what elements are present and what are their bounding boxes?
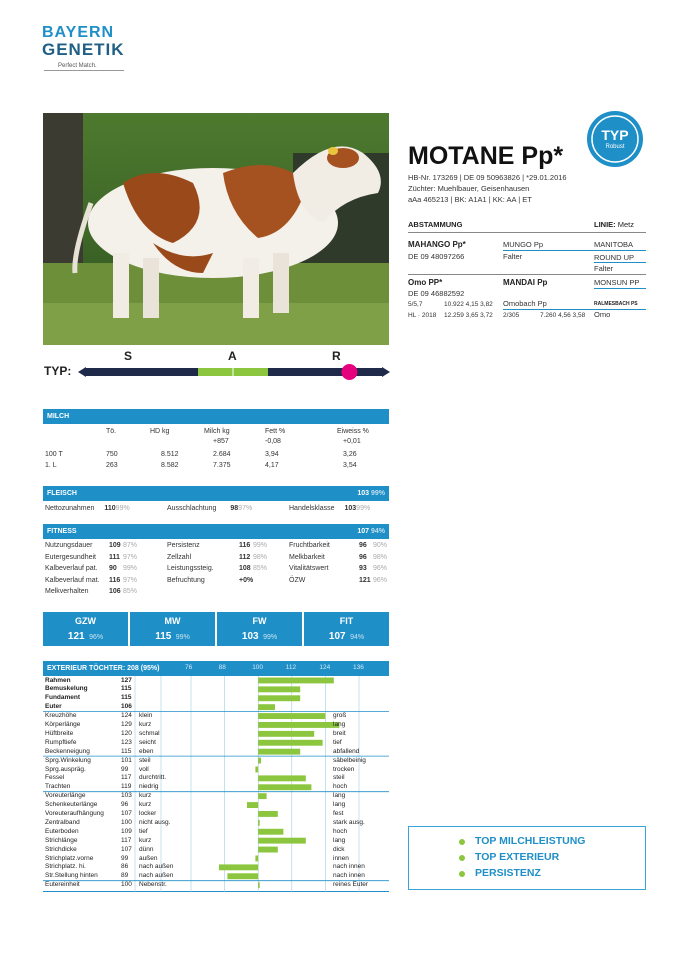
exterieur-trait-value: 117: [121, 774, 132, 782]
sire-id: DE 09 48097266: [408, 252, 465, 261]
summary-fw: FW 103 99%: [217, 612, 302, 646]
milch-cell: 750: [106, 451, 118, 458]
highlights-box: [408, 826, 646, 890]
fitness-label: Fruchtbarkeit: [289, 542, 330, 549]
exterieur-trait-label: Kreuzhöhe: [45, 712, 77, 720]
exterieur-left-pole: schmal: [139, 729, 160, 737]
fitness-item: [45, 576, 138, 584]
exterieur-bar: [258, 820, 260, 826]
exterieur-trait-label: Schenkeuterlänge: [45, 801, 98, 809]
fitness-value: 116: [109, 576, 121, 584]
typ-scale-bar: [78, 363, 390, 381]
dam-lact1: 5/5,7: [408, 301, 423, 308]
summary-mw: MW 115 99%: [130, 612, 215, 646]
typ-robust-badge: [586, 110, 644, 168]
exterieur-right-pole: fest: [333, 810, 344, 817]
exterieur-trait-value: 109: [121, 827, 132, 835]
exterieur-trait-value: 103: [121, 792, 132, 800]
fitness-label: Kalbeverlauf pat.: [45, 565, 98, 572]
milch-cell: 8.582: [161, 462, 179, 469]
exterieur-left-pole: außen: [139, 854, 158, 862]
fitness-label: Nutzungsdauer: [45, 542, 93, 549]
milch-cell: 1. L: [45, 462, 57, 469]
milch-cell: 3,94: [265, 451, 279, 458]
fleisch-header: FLEISCH 103 99%: [43, 486, 389, 501]
fitness-value: 90: [109, 565, 117, 572]
dam-name: Omo PP*: [408, 278, 443, 287]
exterieur-right-pole: nach innen: [333, 863, 365, 871]
exterieur-bar: [258, 713, 325, 719]
dam-dam-lact: 2/305: [503, 312, 520, 319]
bull-id-line: HB-Nr. 173269 | DE 09 50963826 | *29.01.2016: [408, 173, 567, 182]
milch-cell: 7.375: [213, 462, 231, 469]
typ-a: A: [228, 349, 237, 363]
logo-tagline: Perfect Match.: [58, 63, 97, 69]
fitness-pct: 96%: [373, 565, 388, 572]
fitness-label: Eutergesundheit: [45, 553, 96, 561]
fitness-value: 96: [359, 542, 367, 549]
exterieur-bar: [258, 829, 283, 835]
typ-marker: [341, 364, 357, 380]
typ-s: S: [124, 349, 133, 363]
exterieur-trait-value: 120: [121, 729, 132, 737]
exterieur-trait-label: Strichlänge: [45, 836, 78, 844]
exterieur-right-pole: lang: [333, 836, 346, 844]
fitness-label: Befruchtung: [167, 576, 205, 584]
badge-typ: TYP: [601, 127, 629, 143]
fitness-item: [45, 553, 138, 561]
exterieur-trait-label: Hüftbreite: [45, 729, 74, 737]
exterieur-right-pole: hoch: [333, 827, 348, 835]
pedigree-rule: [408, 232, 646, 233]
exterieur-bar: [258, 695, 300, 701]
bull-genetics-line: aAa 465213 | BK: A1A1 | KK: AA | ET: [408, 195, 532, 204]
exterieur-left-pole: Nebenstr.: [139, 881, 167, 889]
exterieur-trait-label: Strichdicke: [45, 845, 77, 853]
exterieur-body: [43, 676, 389, 892]
scale-tick-label: 100: [252, 664, 264, 671]
scale-tick-label: 112: [285, 664, 297, 671]
exterieur-left-pole: locker: [139, 810, 157, 817]
exterieur-left-pole: kurz: [139, 836, 152, 844]
fleisch-item: Nettozunahmen 11099%: [45, 505, 130, 512]
exterieur-right-pole: lang: [333, 721, 346, 728]
milch-col: Milch kg: [204, 428, 230, 435]
pedigree-linie: LINIE: Metz: [594, 220, 635, 229]
bullet-dot: [459, 855, 465, 861]
fleisch-item: Handelsklasse 10399%: [289, 505, 371, 512]
dam-id: DE 09 46882592: [408, 289, 465, 298]
milch-cell: 2.684: [213, 451, 231, 458]
fitness-item: [45, 542, 138, 549]
exterieur-bar: [258, 882, 260, 888]
dam-lact1-values: 10.922 4,15 3,82: [444, 301, 493, 308]
fitness-value: 111: [109, 553, 120, 561]
exterieur-bar: [219, 864, 258, 870]
exterieur-bar: [258, 686, 300, 692]
exterieur-trait-label: Eutereinheit: [45, 881, 80, 889]
fitness-label: Kalbeverlauf mat.: [45, 576, 100, 584]
milch-sub: +0,01: [343, 438, 361, 445]
fitness-pct: 97%: [123, 576, 138, 584]
dam-dam-sire: RALMESBACH PS: [594, 301, 638, 307]
exterieur-bar: [258, 704, 275, 710]
exterieur-bar: [255, 767, 258, 773]
fitness-label: Persistenz: [167, 542, 200, 549]
exterieur-left-pole: voll: [139, 765, 149, 773]
exterieur-trait-value: 129: [121, 721, 132, 728]
sire-name: MAHANGO Pp*: [408, 240, 466, 249]
exterieur-trait-value: 96: [121, 801, 129, 809]
fitness-item: [167, 542, 268, 549]
exterieur-bar: [258, 749, 300, 755]
milch-header: MILCH: [43, 409, 389, 424]
exterieur-bar: [255, 856, 258, 862]
sire-dam-sire: ROUND UP: [594, 253, 635, 262]
exterieur-trait-value: 115: [121, 694, 132, 702]
dam-dam-lact-values: 7.260 4,56 3,58: [540, 312, 586, 319]
bull-photo: [43, 113, 389, 345]
milch-sub: -0,08: [265, 438, 281, 445]
fitness-item: [167, 553, 268, 561]
exterieur-right-pole: trocken: [333, 765, 355, 773]
milch-sub: +857: [213, 438, 229, 445]
pedigree-header: ABSTAMMUNG: [408, 220, 463, 229]
exterieur-trait-value: 99: [121, 854, 129, 862]
exterieur-left-pole: nach außen: [139, 872, 174, 880]
exterieur-bar: [258, 847, 278, 853]
exterieur-trait-value: 124: [121, 712, 132, 720]
logo-genetik: GENETIK: [42, 40, 125, 59]
fitness-pct: 96%: [373, 576, 388, 584]
exterieur-trait-label: Euterboden: [45, 827, 79, 835]
exterieur-right-pole: dick: [333, 845, 345, 853]
exterieur-trait-value: 106: [121, 703, 132, 711]
fitness-pct: 97%: [123, 553, 138, 561]
exterieur-left-pole: nicht ausg.: [139, 818, 171, 826]
fitness-label: Melkverhalten: [45, 588, 89, 595]
fitness-pct: 85%: [253, 565, 268, 572]
milch-col: Tö.: [106, 428, 117, 435]
exterieur-trait-label: Körperlänge: [45, 721, 81, 728]
dam-lact2-values: 12.259 3,65 3,72: [444, 312, 493, 319]
milch-cell: 3,54: [343, 462, 357, 469]
exterieur-left-pole: nach außen: [139, 863, 174, 871]
fitness-value: 108: [239, 565, 251, 572]
exterieur-right-pole: hoch: [333, 783, 348, 791]
fitness-value: 112: [239, 553, 251, 561]
fitness-pct: 99%: [123, 565, 138, 572]
exterieur-trait-label: Beckenneigung: [45, 747, 90, 755]
exterieur-trait-label: Rumpftiefe: [45, 738, 77, 746]
fitness-label: Leistungssteig.: [167, 565, 214, 572]
fitness-value: 96: [359, 553, 367, 561]
bullet-dot: [459, 839, 465, 845]
bullet-dot: [459, 871, 465, 877]
exterieur-trait-value: 107: [121, 810, 132, 817]
exterieur-bar: [258, 740, 322, 746]
exterieur-trait-value: 117: [121, 836, 132, 844]
exterieur-left-pole: klein: [139, 712, 153, 720]
exterieur-bar: [227, 873, 258, 879]
exterieur-bar: [247, 802, 258, 808]
fitness-value: 106: [109, 588, 121, 595]
fitness-item: [167, 565, 268, 572]
exterieur-trait-label: Bemuskelung: [45, 685, 88, 693]
milch-cell: 263: [106, 462, 118, 469]
exterieur-trait-label: Strichplatz. hi.: [45, 863, 86, 871]
fitness-value: 116: [239, 542, 251, 549]
exterieur-right-pole: steil: [333, 774, 345, 782]
fitness-pct: 98%: [373, 553, 388, 561]
exterieur-right-pole: lang: [333, 801, 346, 809]
logo-bayern: BAYERN: [42, 24, 115, 41]
fitness-pct: 90%: [373, 542, 388, 549]
exterieur-trait-value: 127: [121, 676, 132, 684]
scale-tick-label: 136: [353, 664, 364, 671]
exterieur-left-pole: kurz: [139, 721, 152, 728]
logo-divider: [44, 70, 124, 71]
exterieur-bar: [258, 838, 306, 844]
scale-tick-label: 124: [319, 664, 331, 671]
fitness-value: 109: [109, 542, 121, 549]
milch-cell: 100 T: [45, 451, 63, 458]
fitness-label: Vitalitätswert: [289, 565, 329, 572]
pedigree-rule: [594, 288, 646, 289]
exterieur-trait-label: Sprg.auspräg.: [45, 765, 86, 773]
highlight-item: TOP EXTERIEUR: [475, 851, 560, 863]
exterieur-trait-label: Voreuteraufhängung: [45, 810, 104, 817]
exterieur-right-pole: groß: [333, 712, 347, 720]
exterieur-right-pole: innen: [333, 854, 349, 862]
exterieur-right-pole: stark ausg.: [333, 818, 365, 826]
fitness-value: +0%: [239, 576, 254, 584]
exterieur-trait-value: 89: [121, 872, 129, 880]
sire-sire: MUNGO Pp: [503, 240, 544, 249]
exterieur-bar: [258, 731, 314, 737]
pedigree-rule: [594, 262, 646, 263]
summary-gzw: GZW 121 96%: [43, 612, 128, 646]
exterieur-bar: [258, 758, 261, 764]
bull-breeder-line: Züchter: Muehlbauer, Geisenhausen: [408, 184, 530, 193]
summary-fit: FIT 107 94%: [304, 612, 389, 646]
exterieur-left-pole: eben: [139, 747, 154, 755]
scale-tick-label: 76: [185, 664, 193, 671]
exterieur-bar: [258, 678, 334, 684]
dam-dam-dam: Omo: [594, 310, 611, 319]
exterieur-trait-value: 100: [121, 818, 132, 826]
sire-dam-dam: Falter: [594, 264, 614, 273]
summary-bar: [43, 612, 389, 646]
milch-col: HD kg: [150, 428, 170, 435]
exterieur-trait-label: Zentralband: [45, 818, 80, 826]
exterieur-right-pole: nach innen: [333, 872, 365, 880]
exterieur-left-pole: tief: [139, 827, 148, 835]
exterieur-right-pole: abfallend: [333, 747, 360, 755]
fitness-item: [289, 565, 388, 572]
fleisch-item: Ausschlachtung 9897%: [167, 505, 253, 512]
exterieur-trait-value: 115: [121, 685, 132, 693]
fitness-label: Zellzahl: [167, 553, 192, 561]
exterieur-right-pole: tief: [333, 738, 342, 746]
fitness-value: 121: [359, 576, 371, 584]
exterieur-left-pole: kurz: [139, 792, 152, 800]
exterieur-right-pole: breit: [333, 729, 346, 737]
exterieur-left-pole: durchtritt.: [139, 774, 167, 782]
fitness-pct: 98%: [253, 553, 268, 561]
highlight-item: TOP MILCHLEISTUNG: [475, 835, 586, 847]
fitness-value: 93: [359, 565, 367, 572]
exterieur-trait-value: 86: [121, 863, 129, 871]
fitness-label: ÖZW: [289, 576, 306, 584]
exterieur-trait-value: 107: [121, 845, 132, 853]
bull-name: MOTANE Pp*: [408, 142, 564, 170]
exterieur-trait-value: 100: [121, 881, 132, 889]
exterieur-trait-label: Sprg.Winkelung: [45, 756, 91, 764]
typ-r: R: [332, 349, 341, 363]
milch-col: Fett %: [265, 428, 286, 435]
exterieur-trait-label: Fundament: [45, 694, 81, 702]
fitness-item: [167, 576, 254, 584]
fitness-item: [289, 576, 388, 584]
exterieur-trait-label: Fessel: [45, 774, 65, 782]
exterieur-right-pole: reines Euter: [333, 881, 369, 889]
exterieur-trait-value: 123: [121, 738, 132, 746]
fitness-header: FITNESS 107 94%: [43, 524, 389, 539]
milch-table: [43, 424, 389, 480]
milch-col: Eiweiss %: [337, 428, 369, 435]
badge-robust: Robust: [605, 144, 625, 150]
exterieur-left-pole: dünn: [139, 845, 154, 853]
exterieur-trait-label: Trachten: [45, 783, 71, 791]
exterieur-trait-value: 115: [121, 747, 132, 755]
exterieur-trait-value: 119: [121, 783, 132, 791]
milch-cell: 4,17: [265, 462, 279, 469]
exterieur-trait-value: 101: [121, 756, 132, 764]
fitness-label: Melkbarkeit: [289, 553, 325, 561]
exterieur-trait-label: Voreuterlänge: [45, 792, 86, 800]
fitness-pct: 87%: [123, 542, 138, 549]
exterieur-trait-label: Rahmen: [45, 676, 71, 684]
milch-cell: 3,26: [343, 451, 357, 458]
exterieur-scale: [43, 661, 389, 676]
fitness-item: [45, 565, 138, 572]
exterieur-trait-label: Str.Stellung hinten: [45, 872, 98, 880]
exterieur-left-pole: seicht: [139, 738, 156, 746]
pedigree-rule: [503, 250, 646, 251]
exterieur-trait-label: Euter: [45, 703, 62, 711]
exterieur-right-pole: säbelbeinig: [333, 756, 366, 764]
pedigree-rule: [503, 309, 646, 310]
dam-dam: Omobach Pp: [503, 299, 547, 308]
dam-sire-sire: MONSUN PP: [594, 278, 640, 287]
fitness-grid: [43, 540, 389, 602]
sire-sire-sire: MANITOBA: [594, 240, 634, 249]
exterieur-left-pole: niedrig: [139, 783, 159, 791]
fitness-item: [289, 553, 388, 561]
exterieur-bar: [258, 811, 278, 817]
exterieur-bar: [258, 722, 339, 728]
exterieur-bar: [258, 775, 306, 781]
dam-sire: MANDAI Pp: [503, 278, 548, 287]
exterieur-header: EXTERIEUR TÖCHTER: 208 (95%): [43, 661, 389, 676]
exterieur-left-pole: steil: [139, 756, 151, 764]
fitness-pct: 99%: [253, 542, 268, 549]
exterieur-trait-label: Strichplatz.vorne: [45, 854, 94, 862]
exterieur-bar: [258, 784, 311, 790]
scale-tick-label: 88: [218, 664, 226, 671]
fitness-pct: 85%: [123, 588, 138, 595]
exterieur-bar: [258, 793, 266, 799]
fitness-item: [45, 588, 138, 595]
exterieur-trait-value: 99: [121, 765, 129, 773]
sire-dam: Falter: [503, 252, 523, 261]
fitness-item: [289, 542, 388, 549]
dam-lact2: HL · 2018: [408, 312, 437, 319]
fleisch-row: [43, 501, 389, 517]
pedigree-rule: [408, 274, 646, 275]
highlight-item: PERSISTENZ: [475, 867, 541, 879]
exterieur-right-pole: lang: [333, 792, 346, 800]
exterieur-left-pole: kurz: [139, 801, 152, 809]
typ-label: TYP:: [44, 364, 72, 378]
milch-cell: 8.512: [161, 451, 179, 458]
